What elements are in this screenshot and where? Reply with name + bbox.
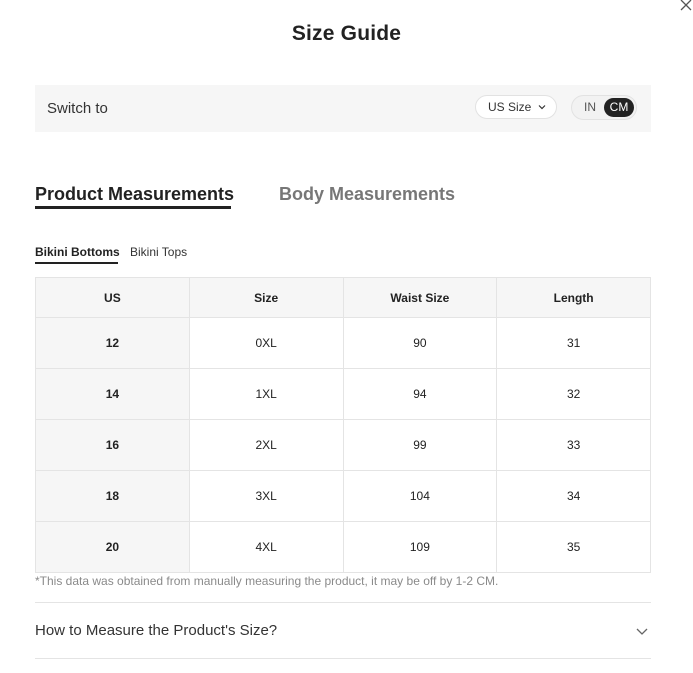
column-header-us: US [36, 278, 190, 318]
table-row [36, 369, 651, 420]
size-system-value: US Size [488, 100, 532, 114]
cell-length: 33 [497, 420, 651, 471]
active-tab-indicator [35, 206, 231, 209]
table-row [36, 471, 651, 522]
column-header-size: Size [189, 278, 343, 318]
unit-switch-bar [35, 85, 651, 132]
table-header-row [36, 278, 651, 318]
close-icon [677, 0, 693, 14]
cell-us: 14 [36, 369, 190, 420]
unit-in-option[interactable]: IN [584, 100, 596, 114]
column-header-length: Length [497, 278, 651, 318]
cell-size: 4XL [189, 522, 343, 573]
close-button[interactable] [677, 0, 693, 14]
cell-size: 0XL [189, 318, 343, 369]
cell-waist: 109 [343, 522, 497, 573]
page-title: Size Guide [291, 22, 402, 45]
size-table [35, 277, 651, 573]
cell-length: 32 [497, 369, 651, 420]
cell-us: 18 [36, 471, 190, 522]
chevron-down-icon [537, 102, 547, 112]
cell-length: 34 [497, 471, 651, 522]
unit-cm-option[interactable]: CM [604, 98, 634, 117]
cell-waist: 94 [343, 369, 497, 420]
cell-us: 20 [36, 522, 190, 573]
subtab-bikini-bottoms[interactable]: Bikini Bottoms [35, 245, 120, 259]
chevron-down-icon [635, 624, 649, 638]
cell-waist: 99 [343, 420, 497, 471]
active-subtab-indicator [35, 262, 118, 264]
cell-waist: 90 [343, 318, 497, 369]
unit-toggle[interactable] [571, 95, 637, 120]
cell-length: 31 [497, 318, 651, 369]
accordion-label: How to Measure the Product's Size? [35, 622, 278, 639]
cell-length: 35 [497, 522, 651, 573]
divider [35, 658, 651, 659]
tab-product-measurements[interactable]: Product Measurements [35, 184, 235, 204]
column-header-waist: Waist Size [343, 278, 497, 318]
table-row [36, 522, 651, 573]
cell-size: 1XL [189, 369, 343, 420]
cell-us: 16 [36, 420, 190, 471]
table-row [36, 318, 651, 369]
size-system-select[interactable] [475, 95, 557, 119]
cell-us: 12 [36, 318, 190, 369]
how-to-measure-accordion[interactable] [35, 604, 651, 658]
cell-size: 3XL [189, 471, 343, 522]
tab-body-measurements[interactable]: Body Measurements [279, 184, 456, 204]
cell-size: 2XL [189, 420, 343, 471]
cell-waist: 104 [343, 471, 497, 522]
divider [35, 602, 651, 603]
measurement-disclaimer: *This data was obtained from manually measuring the product, it may be off by 1-2 CM. [35, 574, 499, 588]
switch-to-label: Switch to [47, 100, 108, 117]
subtab-bikini-tops[interactable]: Bikini Tops [130, 245, 188, 259]
table-row [36, 420, 651, 471]
